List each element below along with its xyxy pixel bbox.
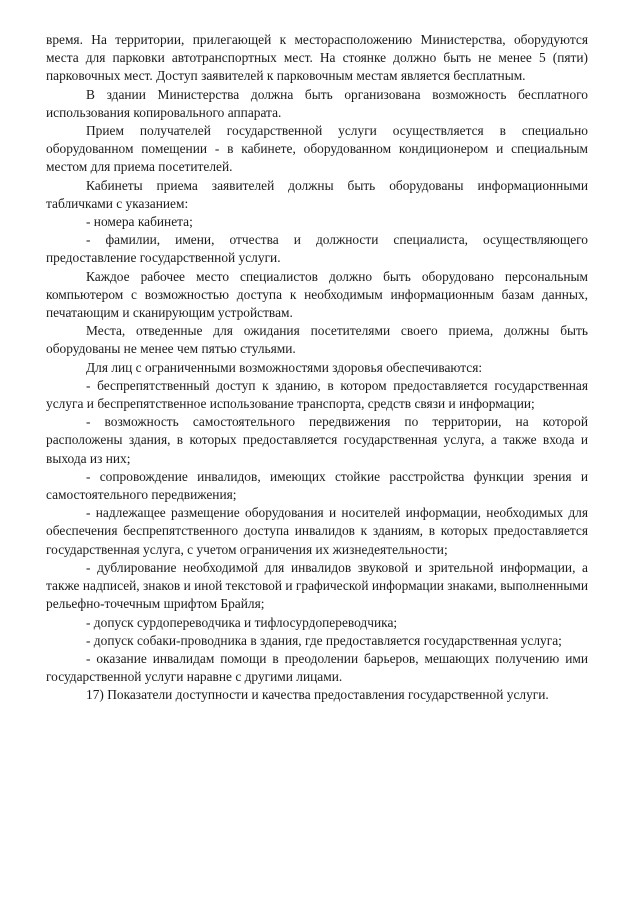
list-item-building-access: - беспрепятственный доступ к зданию, в котором предоставляется государственная услуга и беспрепятственное использование транспорта, средств связи и информации; — [46, 377, 588, 412]
paragraph-disability-intro: Для лиц с ограниченными возможностями здоровья обеспечиваются: — [86, 359, 483, 375]
paragraph-copier: В здании Министерства должна быть организована возможность бесплатного использования копировального аппарата. — [46, 86, 588, 120]
list-item-assistance: - оказание инвалидам помощи в преодолении барьеров, мешающих получению ими государственной услуги наравне с другими лицами. — [46, 650, 588, 685]
section-heading-17: 17) Показатели доступности и качества предоставления государственной услуги. — [86, 687, 549, 703]
document-page — [46, 31, 588, 705]
list-item-escort: - сопровождение инвалидов, имеющих стойкие расстройства функции зрения и самостоятельного передвижения; — [46, 468, 588, 503]
list-item-sign-interpreter: - допуск сурдопереводчика и тифлосурдопереводчика; — [86, 614, 398, 630]
paragraph-waiting-area: Места, отведенные для ожидания посетителями своего приема, должны быть оборудованы не менее чем пятью стульями. — [46, 323, 588, 357]
paragraph-reception-room: Прием получателей государственной услуги осуществляется в специально оборудованном помещении - в кабинете, оборудованном кондиционером и специальным местом для приема посетителей. — [46, 123, 588, 175]
list-item-guide-dog: - допуск собаки-проводника в здания, где предоставляется государственная услуга; — [86, 632, 562, 648]
list-item-braille: - дублирование необходимой для инвалидов звуковой и зрительной информации, а также надписей, знаков и иной текстовой и графической информации знаками, выполненными рельефно-точечным шрифтом Брайля; — [46, 559, 588, 612]
list-item-independent-movement: - возможность самостоятельного передвижения по территории, на которой расположены здания, в которых предоставляется государственная услуга, а также входа и выхода из них; — [46, 414, 588, 466]
list-item-specialist-name: - фамилии, имени, отчества и должности специалиста, осуществляющего предоставление государственной услуги. — [46, 232, 588, 266]
list-item-room-number: - номера кабинета; — [86, 214, 193, 230]
paragraph-info-plates: Кабинеты приема заявителей должны быть оборудованы информационными табличками с указанием: — [46, 177, 588, 211]
list-item-equipment-placement: - надлежащее размещение оборудования и носителей информации, необходимых для обеспечения беспрепятственного доступа инвалидов к зданиям, в которых предоставляется государственная услуга, с учетом ограничения их жизнедеятельности; — [46, 505, 588, 557]
paragraph-workplace: Каждое рабочее место специалистов должно быть оборудовано персональным компьютером с возможностью доступа к необходимым информационным базам данных, печатающим и сканирующим устройствам. — [46, 268, 588, 321]
paragraph-parking: время. На территории, прилегающей к месторасположению Министерства, оборудуются места для парковки автотранспортных мест. На стоянке должно быть не менее 5 (пяти) парковочных мест. Доступ заявителей к парковочным местам является бесплатным. — [46, 32, 588, 84]
